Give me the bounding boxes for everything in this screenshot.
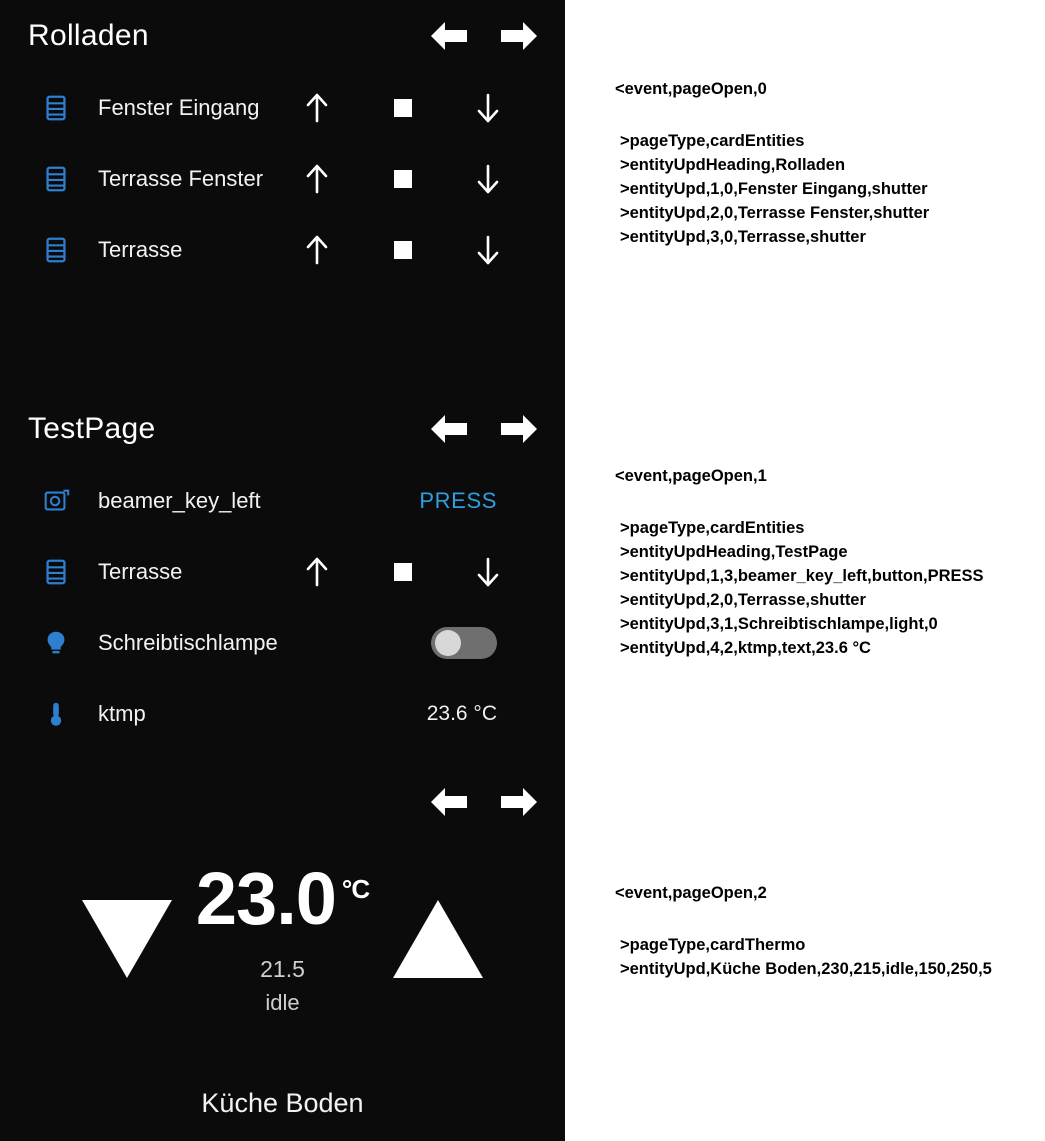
arrow-down-icon[interactable] [471, 555, 505, 589]
bulb-icon [36, 623, 76, 663]
list-item-label: beamer_key_left [98, 487, 261, 513]
shutter-controls [300, 162, 505, 196]
list-item[interactable] [0, 214, 565, 285]
list-item[interactable] [0, 143, 565, 214]
card-header [0, 0, 565, 72]
arrow-down-icon[interactable] [471, 162, 505, 196]
log-line: >entityUpd,1,3,beamer_key_left,button,PRESS [620, 567, 984, 585]
log-line: >entityUpd,1,0,Fenster Eingang,shutter [620, 180, 928, 198]
stop-square-icon[interactable] [394, 99, 412, 117]
entity-rows [0, 465, 565, 749]
list-item-label: Fenster Eingang [98, 94, 260, 120]
projector-icon [36, 481, 76, 521]
log-line: >pageType,cardEntities [620, 519, 805, 537]
arrow-up-icon[interactable] [300, 91, 334, 125]
press-button[interactable]: PRESS [419, 487, 497, 513]
list-item-label: Terrasse [98, 558, 183, 584]
left-arrow-icon[interactable] [427, 19, 471, 53]
list-item[interactable] [0, 72, 565, 143]
arrow-up-icon[interactable] [300, 162, 334, 196]
temperature-value: 23.6 °C [426, 701, 497, 725]
list-item-label: Terrasse Fenster [98, 165, 264, 191]
list-item[interactable] [0, 607, 565, 678]
stop-square-icon[interactable] [394, 241, 412, 259]
light-toggle[interactable] [431, 627, 497, 659]
arrow-up-icon[interactable] [300, 233, 334, 267]
left-arrow-icon[interactable] [427, 785, 471, 819]
log-line: >entityUpd,3,0,Terrasse,shutter [620, 228, 866, 246]
stop-square-icon[interactable] [394, 170, 412, 188]
shutter-icon [36, 159, 76, 199]
list-item-label: ktmp [98, 700, 146, 726]
card-thermo [0, 766, 565, 1141]
toggle-knob [435, 630, 461, 656]
nav-arrows [427, 785, 541, 819]
list-item[interactable] [0, 536, 565, 607]
shutter-icon [36, 230, 76, 270]
log-line: >pageType,cardThermo [620, 936, 806, 954]
arrow-down-icon[interactable] [471, 91, 505, 125]
status-text: idle [265, 990, 300, 1015]
card-header [0, 766, 565, 838]
log-line: >entityUpdHeading,TestPage [620, 543, 848, 561]
list-item[interactable] [0, 678, 565, 749]
log-line: >entityUpd,Küche Boden,230,215,idle,150,250,5 [620, 960, 992, 978]
shutter-controls [300, 233, 505, 267]
thermometer-icon [36, 694, 76, 734]
card-header [0, 393, 565, 465]
page-title: Rolladen [28, 19, 149, 52]
stop-square-icon[interactable] [394, 563, 412, 581]
shutter-controls [300, 555, 505, 589]
log-block [615, 80, 929, 249]
serial-log-panel [565, 0, 1045, 1141]
current-temperature-value: 23.0 [195, 857, 336, 940]
right-arrow-icon[interactable] [497, 785, 541, 819]
log-line: >entityUpd,4,2,ktmp,text,23.6 °C [620, 639, 871, 657]
log-lines [615, 129, 929, 249]
log-line: >entityUpdHeading,Rolladen [620, 156, 846, 174]
log-line: >entityUpd,2,0,Terrasse Fenster,shutter [620, 204, 930, 222]
arrow-down-icon[interactable] [471, 233, 505, 267]
log-line: >entityUpd,2,0,Terrasse,shutter [620, 591, 866, 609]
right-arrow-icon[interactable] [497, 19, 541, 53]
thermo-entity-name: Küche Boden [201, 1088, 364, 1118]
log-event-line: <event,pageOpen,1 [615, 467, 767, 485]
log-line: >entityUpd,3,1,Schreibtischlampe,light,0 [620, 615, 938, 633]
log-lines [615, 516, 984, 660]
entity-rows [0, 72, 565, 285]
log-block [615, 884, 992, 981]
shutter-icon [36, 88, 76, 128]
arrow-up-icon[interactable] [300, 555, 334, 589]
left-arrow-icon[interactable] [427, 412, 471, 446]
list-item-label: Schreibtischlampe [98, 629, 278, 655]
right-arrow-icon[interactable] [497, 412, 541, 446]
temperature-unit: °C [341, 874, 370, 905]
card-entities-testpage [0, 393, 565, 749]
list-item[interactable] [0, 465, 565, 536]
current-temperature [0, 856, 565, 941]
log-block [615, 467, 984, 660]
page-title: TestPage [28, 412, 156, 445]
card-entities-rolladen [0, 0, 565, 285]
nav-arrows [427, 19, 541, 53]
log-line: >pageType,cardEntities [620, 132, 805, 150]
target-temperature: 21.5 [260, 956, 305, 982]
list-item-label: Terrasse [98, 236, 183, 262]
log-lines [615, 933, 992, 981]
shutter-icon [36, 552, 76, 592]
shutter-controls [300, 91, 505, 125]
nav-arrows [427, 412, 541, 446]
log-event-line: <event,pageOpen,2 [615, 884, 767, 902]
log-event-line: <event,pageOpen,0 [615, 80, 767, 98]
